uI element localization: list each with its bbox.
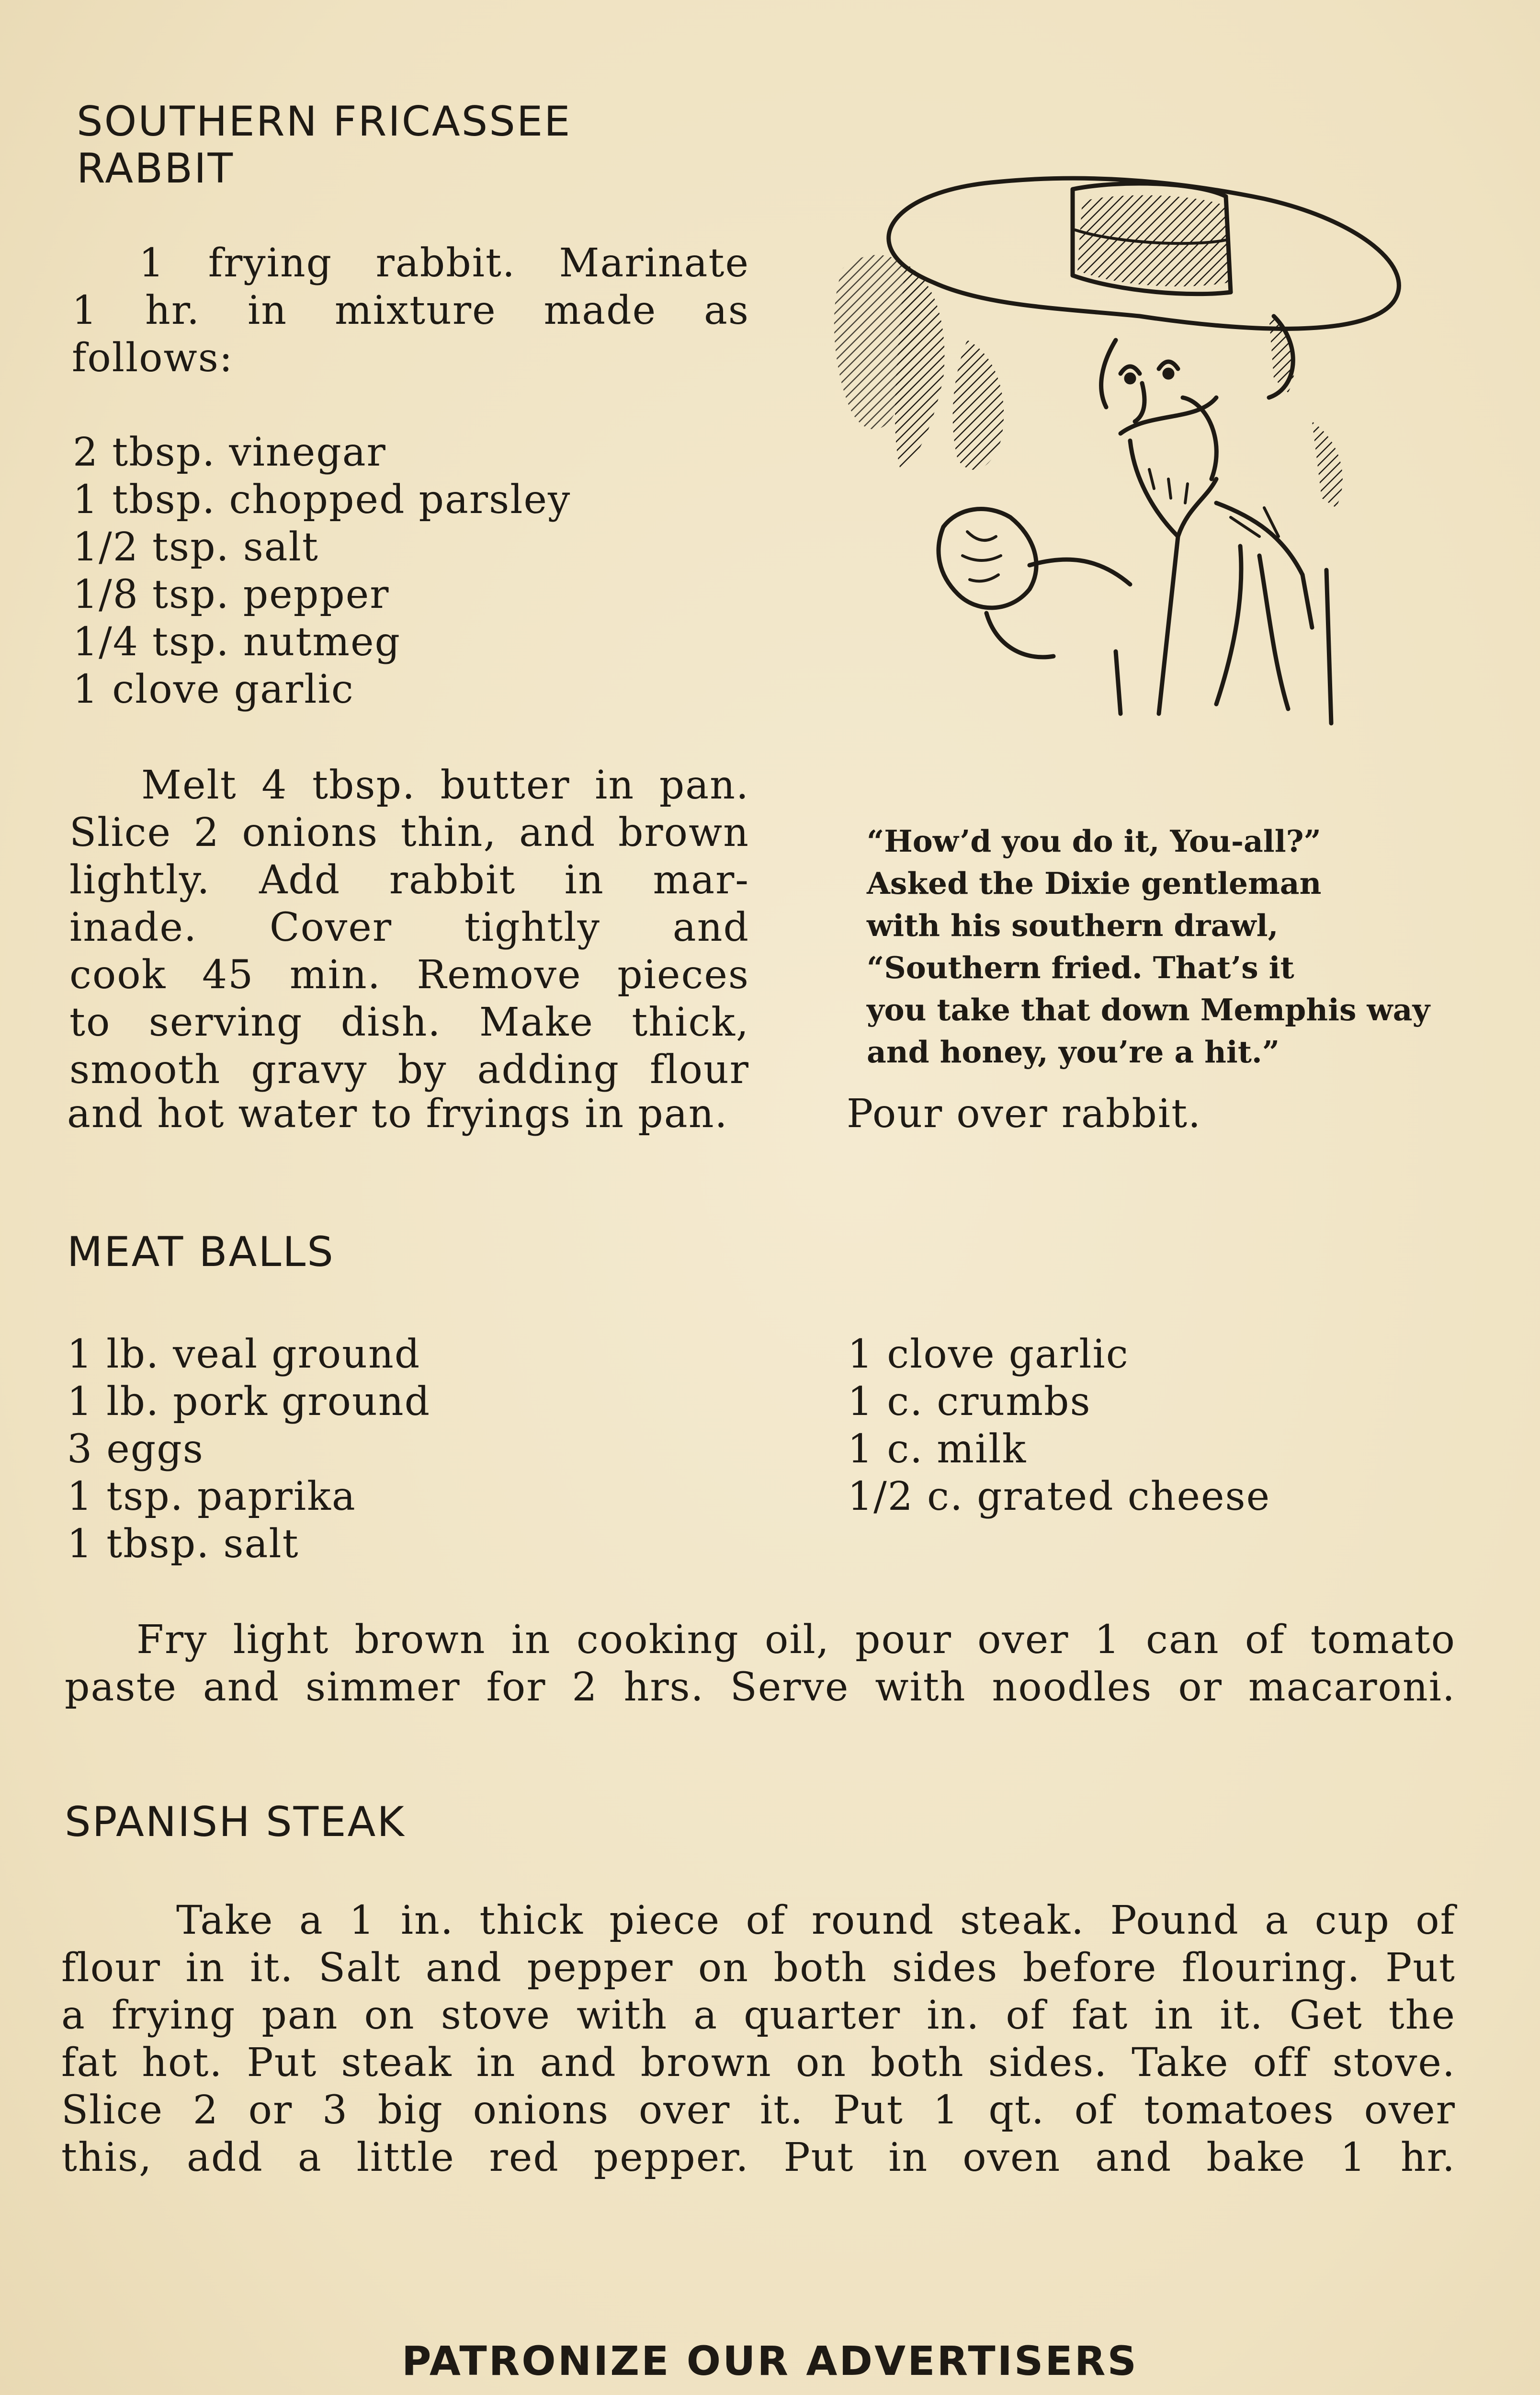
caption-line: “How’d you do it, You-all?” [867, 823, 1321, 859]
ingredient: 1/4 tsp. nutmeg [73, 619, 401, 665]
method-line: lightly. Add rabbit in mar- [69, 857, 749, 903]
intro-line: 1 hr. in mixture made as [72, 288, 749, 333]
method-line: a frying pan on stove with a quarter in. of fat in it. Get the [61, 1993, 1456, 2038]
ingredient: 1/2 tsp. salt [73, 525, 319, 570]
meatballs-ingredients-left [67, 1331, 430, 1568]
rabbit-intro [72, 240, 749, 382]
title-line: RABBIT [77, 145, 234, 193]
method-line: cook 45 min. Remove pieces [69, 952, 749, 998]
method-line: to serving dish. Make thick, [69, 1000, 749, 1045]
ingredient: 1 clove garlic [848, 1332, 1129, 1377]
ingredient: 1 tbsp. salt [67, 1521, 299, 1567]
method-line: inade. Cover tightly and [69, 905, 749, 950]
ingredient: 3 eggs [67, 1426, 204, 1472]
recipe-title-rabbit [77, 98, 572, 192]
ingredient: 2 tbsp. vinegar [73, 430, 386, 475]
method-line: Slice 2 onions thin, and brown [69, 810, 749, 855]
method-line: Fry light brown in cooking oil, pour over 1 can of tomato [136, 1617, 1456, 1663]
caption-line: you take that down Memphis way [867, 992, 1430, 1027]
method-line: this, add a little red pepper. Put in oven and bake 1 hr. [61, 2135, 1456, 2180]
ingredient: 1 lb. veal ground [67, 1332, 421, 1377]
caption-line: and honey, you’re a hit.” [867, 1034, 1280, 1070]
ingredient: 1/8 tsp. pepper [73, 572, 390, 617]
method-line: Pour over rabbit. [847, 1091, 1202, 1137]
ingredient: 1 c. milk [848, 1426, 1027, 1472]
rabbit-ingredients [73, 429, 571, 713]
method-line: Melt 4 tbsp. butter in pan. [141, 763, 749, 808]
method-line: paste and simmer for 2 hrs. Serve with noodles or macaroni. [65, 1665, 1456, 1710]
caption-line: Asked the Dixie gentleman [867, 866, 1322, 901]
ingredient: 1 clove garlic [73, 667, 354, 712]
caption-line: “Southern fried. That’s it [867, 950, 1294, 985]
method-line: Slice 2 or 3 big onions over it. Put 1 qt. of tomatoes over [61, 2087, 1456, 2133]
rabbit-method [69, 762, 749, 1094]
method-line: flour in it. Salt and pepper on both sides before flouring. Put [61, 1945, 1456, 1991]
method-line: fat hot. Put steak in and brown on both sides. Take off stove. [61, 2040, 1456, 2086]
method-line: smooth gravy by adding flour [69, 1047, 749, 1093]
recipe-title-meatballs: MEAT BALLS [67, 1228, 335, 1276]
meatballs-ingredients-right [848, 1331, 1270, 1520]
method-line: Take a 1 in. thick piece of round steak. Pound a cup of [176, 1898, 1456, 1943]
ingredient: 1 lb. pork ground [67, 1379, 431, 1425]
intro-line: follows: [72, 335, 234, 381]
caption-line: with his southern drawl, [867, 908, 1279, 943]
ingredient: 1 tsp. paprika [67, 1474, 356, 1519]
ingredient: 1 tbsp. chopped parsley [73, 477, 571, 523]
title-line: SOUTHERN FRICASSEE [77, 98, 572, 146]
steak-method [61, 1897, 1456, 2181]
meatballs-method [65, 1616, 1456, 1711]
ingredient: 1/2 c. grated cheese [848, 1474, 1271, 1519]
recipe-title-steak: SPANISH STEAK [65, 1798, 406, 1846]
footer-slogan: PATRONIZE OUR ADVERTISERS [401, 2338, 1138, 2384]
ingredient: 1 c. crumbs [848, 1379, 1091, 1425]
southern-gentleman-illustration [785, 172, 1504, 757]
intro-line: 1 frying rabbit. Marinate [139, 240, 749, 286]
method-line: and hot water to fryings in pan. [67, 1091, 728, 1137]
illustration-caption [867, 820, 1430, 1073]
